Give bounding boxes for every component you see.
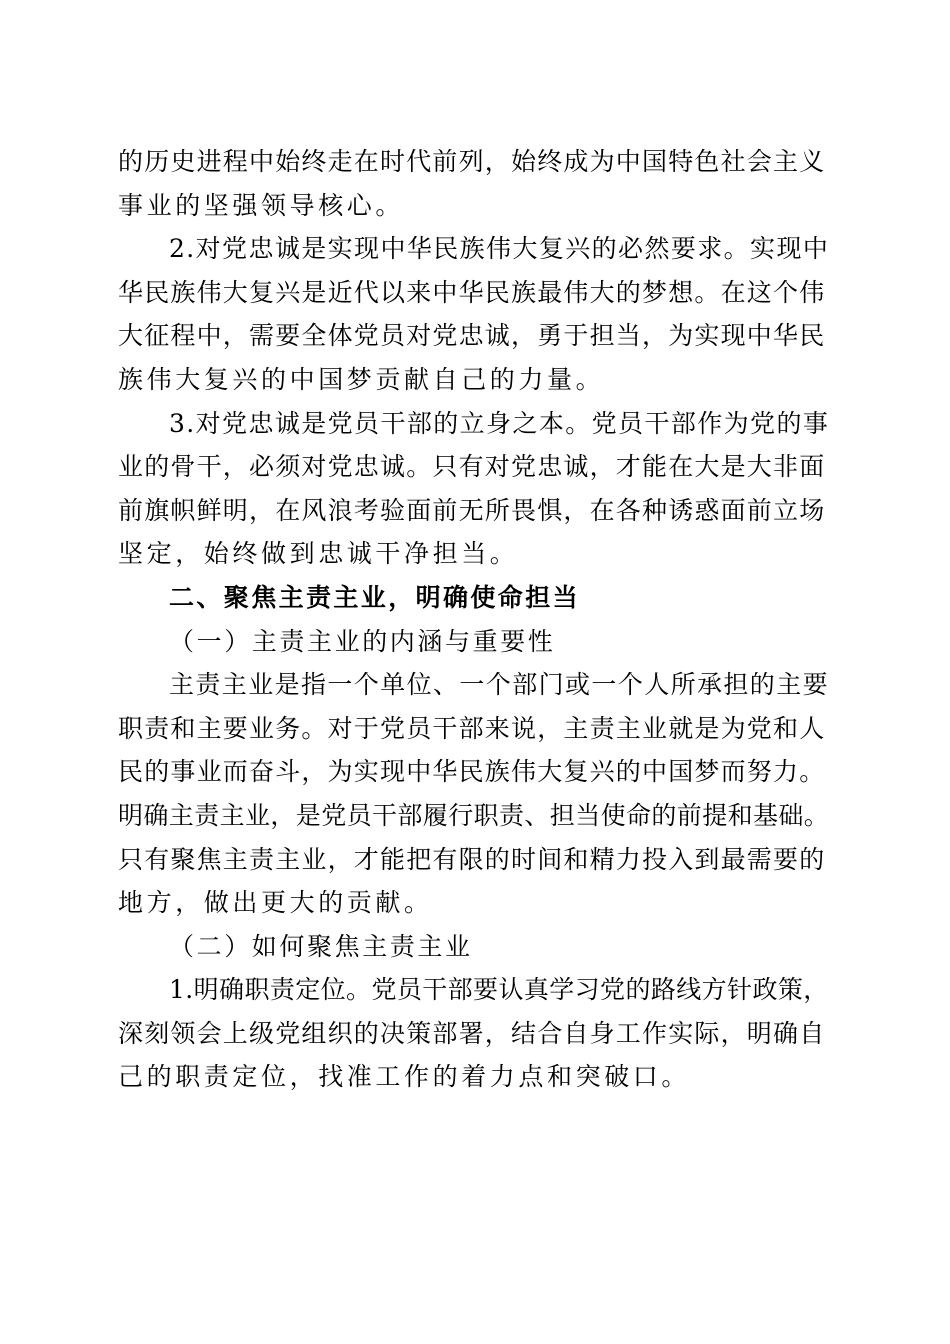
text-line: 深刻领会上级党组织的决策部署，结合自身工作实际，明确自: [118, 1018, 826, 1048]
text-line: 事业的坚强领导核心。: [118, 190, 405, 220]
text-line: 业的骨干，必须对党忠诚。只有对党忠诚，才能在大是大非面: [118, 452, 826, 482]
text-line: 1.明确职责定位。党员干部要认真学习党的路线方针政策，: [169, 975, 829, 1005]
text-line: 的历史进程中始终走在时代前列，始终成为中国特色社会主义: [118, 147, 826, 176]
text-line: 前旗帜鲜明，在风浪考验面前无所畏惧，在各种诱惑面前立场: [118, 495, 826, 525]
text-line: 族伟大复兴的中国梦贡献自己的力量。: [118, 364, 605, 394]
text-line: 己的职责定位，找准工作的着力点和突破口。: [118, 1062, 691, 1092]
text-line: 明确主责主业，是党员干部履行职责、担当使命的前提和基础。: [118, 800, 830, 830]
subsection-heading: （二）如何聚焦主责主业: [169, 931, 473, 961]
text-line: 职责和主要业务。对于党员干部来说，主责主业就是为党和人: [118, 713, 826, 743]
text-line: 华民族伟大复兴是近代以来中华民族最伟大的梦想。在这个伟: [118, 277, 826, 307]
text-line: 3.对党忠诚是党员干部的立身之本。党员干部作为党的事: [169, 408, 830, 438]
text-line: 主责主业是指一个单位、一个部门或一个人所承担的主要: [169, 670, 830, 700]
text-line: 地方，做出更大的贡献。: [118, 888, 433, 918]
text-line: 只有聚焦主责主业，才能把有限的时间和精力投入到最需要的: [118, 844, 826, 874]
document-body: [118, 140, 830, 1099]
text-line: 坚定，始终做到忠诚干净担当。: [118, 539, 519, 569]
text-line: 民的事业而奋斗，为实现中华民族伟大复兴的中国梦而努力。: [118, 757, 826, 787]
document-page: [118, 140, 830, 1099]
subsection-heading: （一）主责主业的内涵与重要性: [169, 626, 556, 656]
text-line: 2.对党忠诚是实现中华民族伟大复兴的必然要求。实现中: [169, 234, 830, 264]
text-line: 大征程中，需要全体党员对党忠诚，勇于担当，为实现中华民: [118, 321, 826, 351]
section-heading: 二、聚焦主责主业，明确使命担当: [169, 582, 581, 612]
